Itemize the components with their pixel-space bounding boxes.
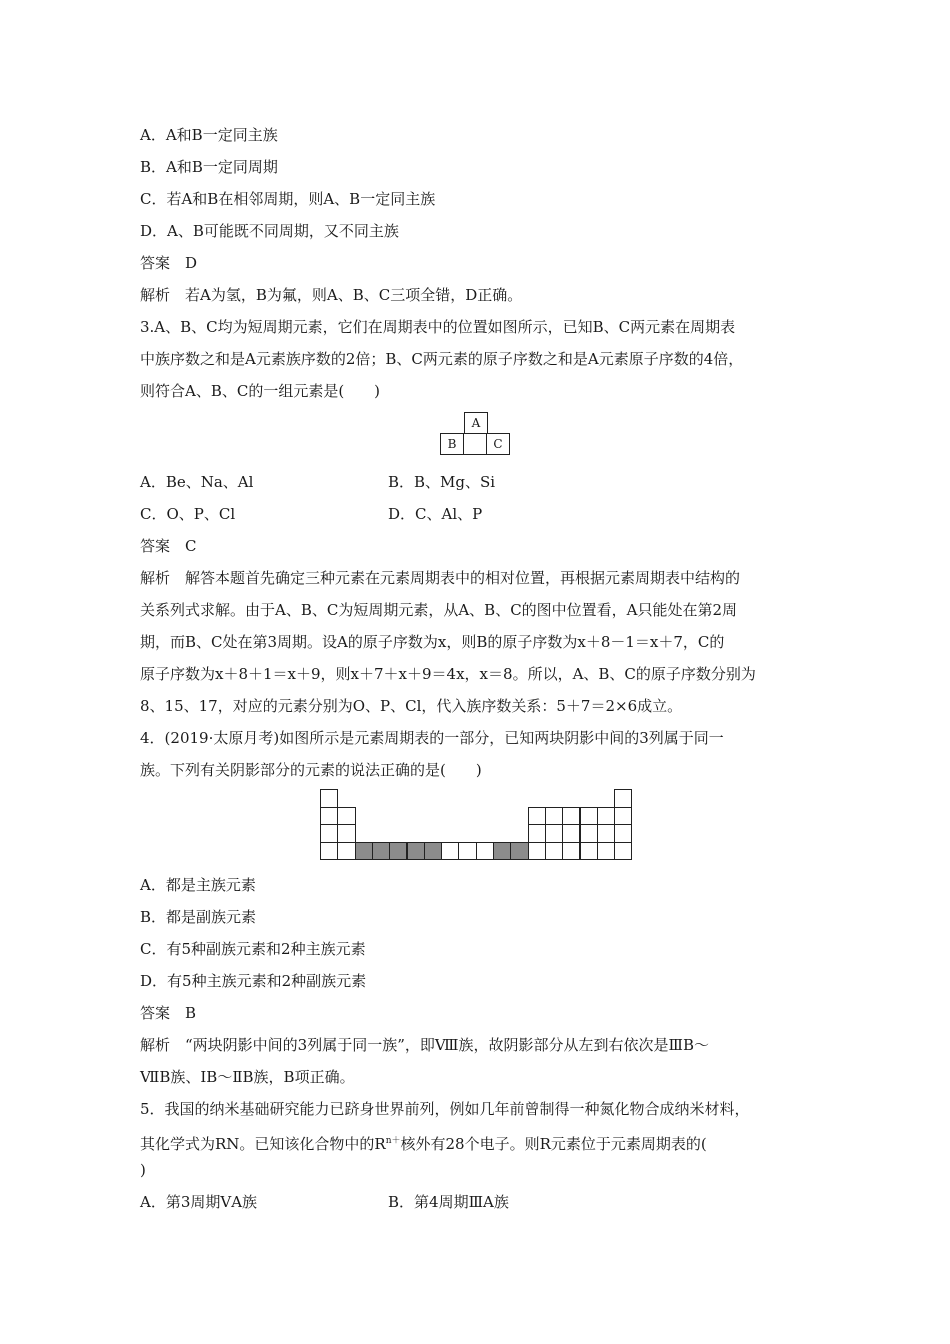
- table-cell: [320, 789, 338, 808]
- table-cell: [510, 842, 528, 861]
- table-cell: [597, 842, 615, 861]
- q3-stem-line2: 中族序数之和是A元素族序数的2倍；B、C两元素的原子序数之和是A元素原子序数的4倍，: [140, 350, 744, 368]
- table-cell: [320, 824, 338, 843]
- table-cell: [337, 807, 355, 826]
- q5-stem-line1: 5．我国的纳米基础研究能力已跻身世界前列，例如几年前曾制得一种氮化物合成纳米材料，: [140, 1100, 750, 1118]
- table-cell: [493, 842, 511, 861]
- table-cell: [528, 824, 546, 843]
- q5-stem-line2: [140, 1131, 707, 1154]
- q4-stem-line1: 4．(2019·太原月考)如图所示是元素周期表的一部分，已知两块阴影中间的3列属于同一: [140, 729, 724, 747]
- figure-cell-a: A: [464, 412, 488, 434]
- table-cell: [424, 842, 442, 861]
- table-cell: [562, 824, 580, 843]
- q2-option-b: B．A和B一定同周期: [140, 158, 278, 176]
- table-cell: [580, 842, 598, 861]
- table-cell: [320, 807, 338, 826]
- figure-cell-c: C: [486, 433, 510, 455]
- q4-stem-line2: 族。下列有关阴影部分的元素的说法正确的是( ): [140, 761, 482, 779]
- q3-analysis-line1: 解析 解答本题首先确定三种元素在元素周期表中的相对位置，再根据元素周期表中结构的: [140, 569, 741, 587]
- table-cell: [389, 842, 407, 861]
- table-cell: [337, 824, 355, 843]
- table-cell: [320, 842, 338, 861]
- table-cell: [476, 842, 494, 861]
- table-cell: [562, 842, 580, 861]
- q3-option-a: A．Be、Na、Al: [140, 473, 254, 491]
- table-cell: [407, 842, 425, 861]
- q3-analysis-line5: 8、15、17，对应的元素分别为O、P、Cl，代入族序数关系：5＋7＝2×6成立。: [140, 697, 683, 715]
- periodic-table-fragment: [320, 789, 632, 859]
- q3-option-b: B．B、Mg、Si: [388, 473, 496, 491]
- q4-option-b: B．都是副族元素: [140, 908, 257, 926]
- table-cell: [614, 842, 632, 861]
- q3-analysis-line2: 关系列式求解。由于A、B、C为短周期元素，从A、B、C的图中位置看，A只能处在第2周: [140, 601, 738, 619]
- table-cell: [528, 807, 546, 826]
- q5-charge-superscript: n＋: [385, 1136, 401, 1146]
- table-cell: [580, 824, 598, 843]
- table-cell: [614, 789, 632, 808]
- q4-option-d: D．有5种主族元素和2种副族元素: [140, 972, 367, 990]
- table-cell: [614, 824, 632, 843]
- q3-option-d: D．C、Al、P: [388, 505, 483, 523]
- table-cell: [597, 824, 615, 843]
- q2-answer: 答案 D: [140, 254, 198, 272]
- table-cell: [545, 807, 563, 826]
- table-cell: [562, 807, 580, 826]
- q4-analysis-line1: 解析 “两块阴影中间的3列属于同一族”，即Ⅷ族，故阴影部分从左到右依次是ⅢB～: [140, 1036, 710, 1054]
- q3-analysis-line3: 期，而B、C处在第3周期。设A的原子序数为x，则B的原子序数为x＋8－1＝x＋7，C的: [140, 633, 725, 651]
- q2-option-c: C．若A和B在相邻周期，则A、B一定同主族: [140, 190, 436, 208]
- q2-analysis: 解析 若A为氢，B为氟，则A、B、C三项全错，D正确。: [140, 286, 523, 304]
- table-cell: [441, 842, 459, 861]
- table-cell: [580, 807, 598, 826]
- q5-stem-line3: ): [140, 1161, 146, 1179]
- table-cell: [597, 807, 615, 826]
- table-cell: [528, 842, 546, 861]
- q5-option-b: B．第4周期ⅢA族: [388, 1193, 509, 1211]
- table-cell: [355, 842, 373, 861]
- q5-stem-line2-post: 核外有28个电子。则R元素位于元素周期表的(: [400, 1135, 707, 1153]
- table-cell: [614, 807, 632, 826]
- q4-option-a: A．都是主族元素: [140, 876, 256, 894]
- q3-option-c: C．O、P、Cl: [140, 505, 236, 523]
- q3-answer: 答案 C: [140, 537, 197, 555]
- figure-cell-empty: [463, 433, 487, 455]
- q4-analysis-line2: ⅦB族、ⅠB～ⅡB族，B项正确。: [140, 1068, 355, 1086]
- table-cell: [337, 842, 355, 861]
- table-cell: [458, 842, 476, 861]
- q3-stem-line1: 3.A、B、C均为短周期元素，它们在周期表中的位置如图所示，已知B、C两元素在周期表: [140, 318, 736, 336]
- q2-option-d: D．A、B可能既不同周期，又不同主族: [140, 222, 399, 240]
- q5-stem-line2-pre: 其化学式为RN。已知该化合物中的R: [140, 1135, 386, 1153]
- q2-option-a: A．A和B一定同主族: [140, 126, 278, 144]
- figure-cell-b: B: [440, 433, 464, 455]
- table-cell: [545, 842, 563, 861]
- q3-analysis-line4: 原子序数为x＋8＋1＝x＋9，则x＋7＋x＋9＝4x，x＝8。所以，A、B、C的原子序数分别为: [140, 665, 756, 683]
- q3-stem-line3: 则符合A、B、C的一组元素是( ): [140, 382, 381, 400]
- q4-answer: 答案 B: [140, 1004, 197, 1022]
- q5-option-a: A．第3周期ⅤA族: [140, 1193, 258, 1211]
- table-cell: [372, 842, 390, 861]
- q4-option-c: C．有5种副族元素和2种主族元素: [140, 940, 366, 958]
- table-cell: [545, 824, 563, 843]
